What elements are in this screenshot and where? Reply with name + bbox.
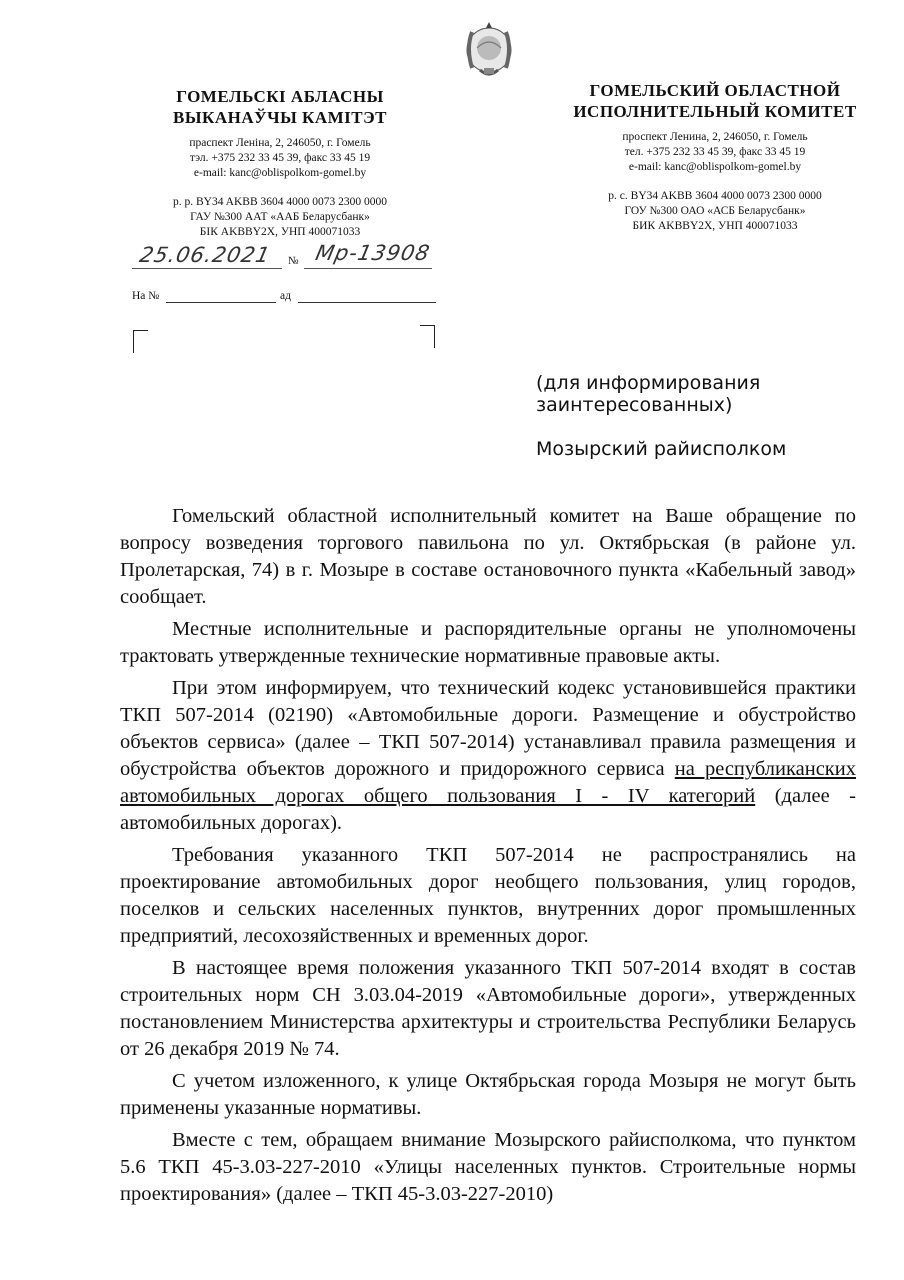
paragraph-6: С учетом изложенного, к улице Октябрьская города Мозыря не могут быть применены указанные нормативы.	[120, 1070, 856, 1119]
number-sign: №	[288, 255, 299, 267]
letterhead-russian	[560, 80, 870, 234]
reference-line	[132, 290, 442, 306]
registration-line	[132, 243, 432, 273]
ad-label: ад	[280, 290, 291, 302]
underlined-road-category: на республиканских автомобильных дорогах общего пользования I - IV категорий	[120, 758, 856, 807]
na-label: На №	[132, 290, 160, 302]
bank-branch-ru: ГОУ №300 ОАО «АСБ Беларусбанк»	[624, 205, 806, 217]
org-name-ru-line1: ГОМЕЛЬСКИЙ ОБЛАСТНОЙ	[589, 81, 841, 100]
letter-body	[120, 503, 856, 1213]
email-ru: e-mail: kanc@oblispolkom-gomel.by	[628, 161, 802, 173]
bank-branch-be: ГАУ №300 ААТ «ААБ Беларусбанк»	[190, 211, 370, 223]
paragraph-5: В настоящее время положения указанного ТКП 507-2014 входят в состав строительных норм СН 3.03.04-2019 «Автомобильные дороги», утвержденных постановлением Министерства архитектуры и строительства Республики Беларусь от 26 декабря 2019 № 74.	[120, 957, 856, 1060]
addressee-note-line1: (для информирования	[536, 372, 761, 394]
handwritten-number: Мр-13908	[313, 241, 433, 265]
paragraph-1: Гомельский областной исполнительный комитет на Ваше обращение по вопросу возведения торгового павильона по ул. Октябрьская (в районе ул. Пролетарская, 74) в г. Мозыре в составе остановочного пункта «Кабельный завод» сообщает.	[120, 505, 856, 608]
bank-account-ru: р. с. BY34 AKBB 3604 4000 0073 2300 0000	[608, 190, 822, 202]
address-corner-left	[133, 330, 148, 353]
org-name-ru-line2: ИСПОЛНИТЕЛЬНЫЙ КОМИТЕТ	[573, 102, 857, 121]
addressee-note-line2: заинтересованных)	[536, 394, 733, 416]
address-ru: проспект Ленина, 2, 246050, г. Гомель	[622, 131, 808, 143]
state-emblem-icon	[458, 18, 520, 82]
org-name-be-line2: ВЫКАНАЎЧЫ КАМІТЭТ	[172, 108, 387, 127]
letterhead-belarusian	[100, 86, 460, 240]
paragraph-2: Местные исполнительные и распорядительные органы не уполномочены трактовать утвержденные технические нормативные правовые акты.	[120, 618, 856, 667]
paragraph-7: Вместе с тем, обращаем внимание Мозырского райисполкома, что пунктом 5.6 ТКП 45-3.03-227-2010 «Улицы населенных пунктов. Строительные нормы проектирования» (далее – ТКП 45-3.03-227-2010)	[120, 1129, 856, 1205]
addressee-recipient: Мозырский райисполком	[536, 438, 787, 460]
paragraph-4: Требования указанного ТКП 507-2014 не распространялись на проектирование автомобильных дорог необщего пользования, улиц городов, поселков и сельских населенных пунктов, внутренних дорог промышленных предприятий, лесохозяйственных и временных дорог.	[120, 844, 856, 947]
bank-account-be: р. р. BY34 AKBB 3604 4000 0073 2300 0000	[172, 196, 388, 208]
bank-codes-be: БІК AKBBY2X, УНП 400071033	[199, 226, 361, 238]
phone-ru: тел. +375 232 33 45 39, факс 33 45 19	[624, 146, 806, 158]
phone-be: тэл. +375 232 33 45 39, факс 33 45 19	[189, 152, 371, 164]
org-name-be-line1: ГОМЕЛЬСКІ АБЛАСНЫ	[176, 87, 384, 106]
addressee-block	[536, 372, 866, 460]
address-be: праспект Леніна, 2, 246050, г. Гомель	[189, 137, 371, 149]
paragraph-3: При этом информируем, что технический кодекс установившейся практики ТКП 507-2014 (02190) «Автомобильные дороги. Размещение и обустройство объектов сервиса» (далее – ТКП 507-2014) устанавливал правила размещения и обустройства объектов дорожного и придорожного сервиса на республиканских автомобильных дорогах общего пользования I - IV категорий (далее - автомобильных дорогах).	[120, 677, 856, 834]
bank-codes-ru: БИК AKBBY2X, УНП 400071033	[632, 220, 798, 232]
handwritten-date: 25.06.2021	[137, 243, 273, 267]
email-be: e-mail: kanc@oblispolkom-gomel.by	[193, 167, 367, 179]
address-corner-right	[420, 325, 435, 348]
